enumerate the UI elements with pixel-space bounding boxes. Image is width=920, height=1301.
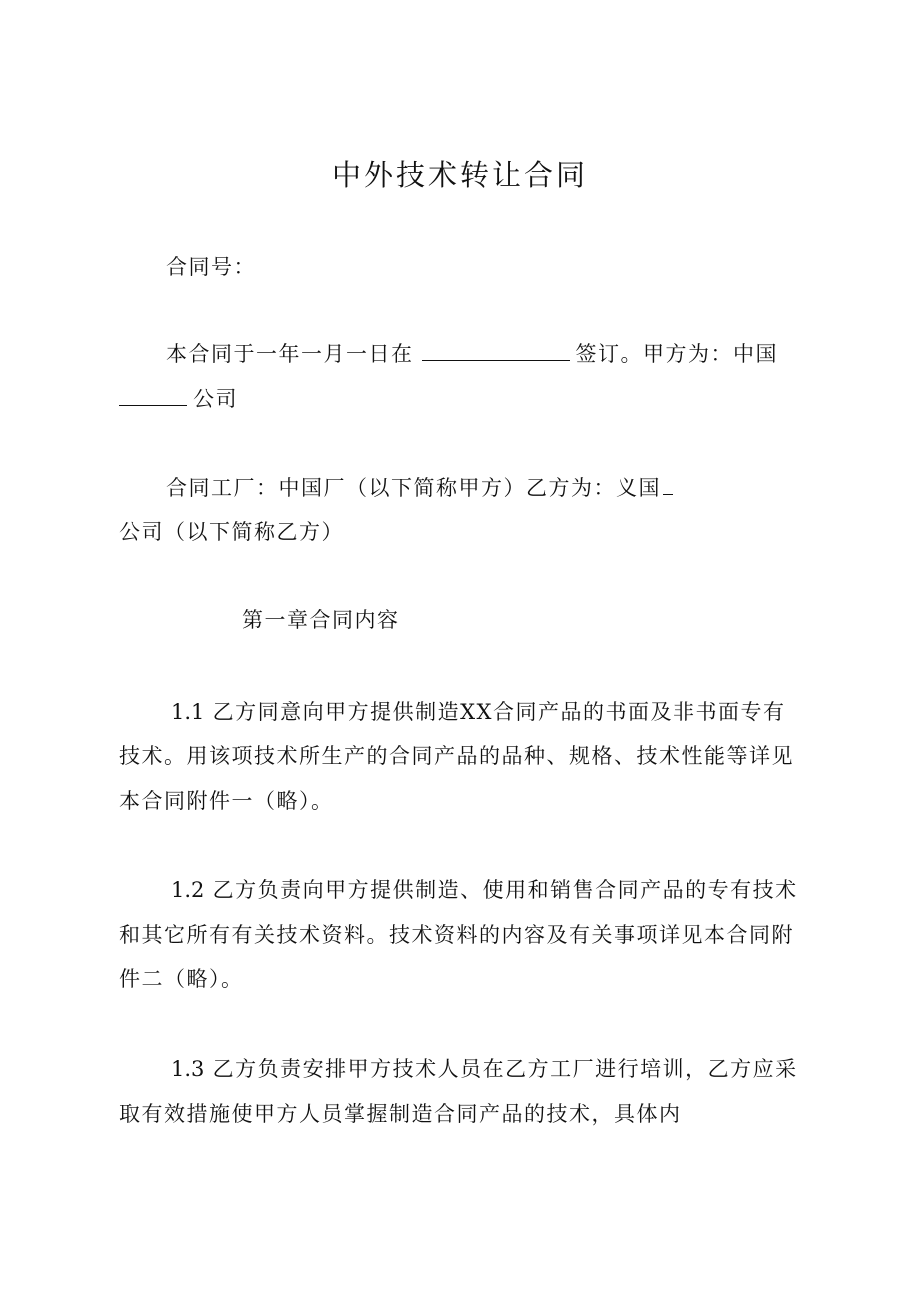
clause-1-1-line-3: 本合同附件一（略）。 <box>119 789 334 813</box>
contract-number-label: 合同号： <box>166 255 256 279</box>
clause-1-1-line-2: 技术。用该项技术所生产的合同产品的品种、规格、技术性能等详见 <box>119 744 794 768</box>
intro-line-2-suffix: 公司 <box>193 387 238 411</box>
clause-1-1-line-1 <box>171 697 786 727</box>
clause-1-1-text: 乙方同意向甲方提供制造XX合同产品的书面及非书面专有 <box>212 700 786 724</box>
intro-line-1 <box>166 339 778 369</box>
party-a-name-blank <box>119 385 187 406</box>
signing-place-blank <box>422 340 570 361</box>
clause-1-2-text: 乙方负责向甲方提供制造、使用和销售合同产品的专有技术 <box>212 878 798 902</box>
document-title: 中外技术转让合同 <box>331 158 588 192</box>
party-b-name-blank <box>663 474 673 495</box>
factory-line-1 <box>166 473 673 503</box>
clause-1-2-line-2: 和其它所有有关技术资料。技术资料的内容及有关事项详见本合同附 <box>119 923 794 947</box>
clause-1-2-line-1 <box>171 875 798 905</box>
clause-1-1-number: 1.1 <box>171 700 205 724</box>
clause-1-3-line-1 <box>171 1054 798 1084</box>
clause-1-2-line-3: 件二（略）。 <box>119 967 244 991</box>
clause-1-3-text: 乙方负责安排甲方技术人员在乙方工厂进行培训，乙方应采 <box>212 1057 798 1081</box>
intro-line-1-suffix: 签订。甲方为：中国 <box>575 342 778 366</box>
intro-line-2 <box>119 384 238 414</box>
factory-line-1-text: 合同工厂：中国厂（以下简称甲方）乙方为：义国 <box>166 476 661 500</box>
clause-1-3-number: 1.3 <box>171 1057 205 1081</box>
clause-1-2-number: 1.2 <box>171 878 205 902</box>
factory-line-2: 公司（以下简称乙方） <box>119 520 344 544</box>
clause-1-3-line-2: 取有效措施使甲方人员掌握制造合同产品的技术，具体内 <box>119 1102 682 1126</box>
intro-line-1-prefix: 本合同于一年一月一日在 <box>166 342 414 366</box>
chapter-1-heading: 第一章合同内容 <box>242 608 400 632</box>
